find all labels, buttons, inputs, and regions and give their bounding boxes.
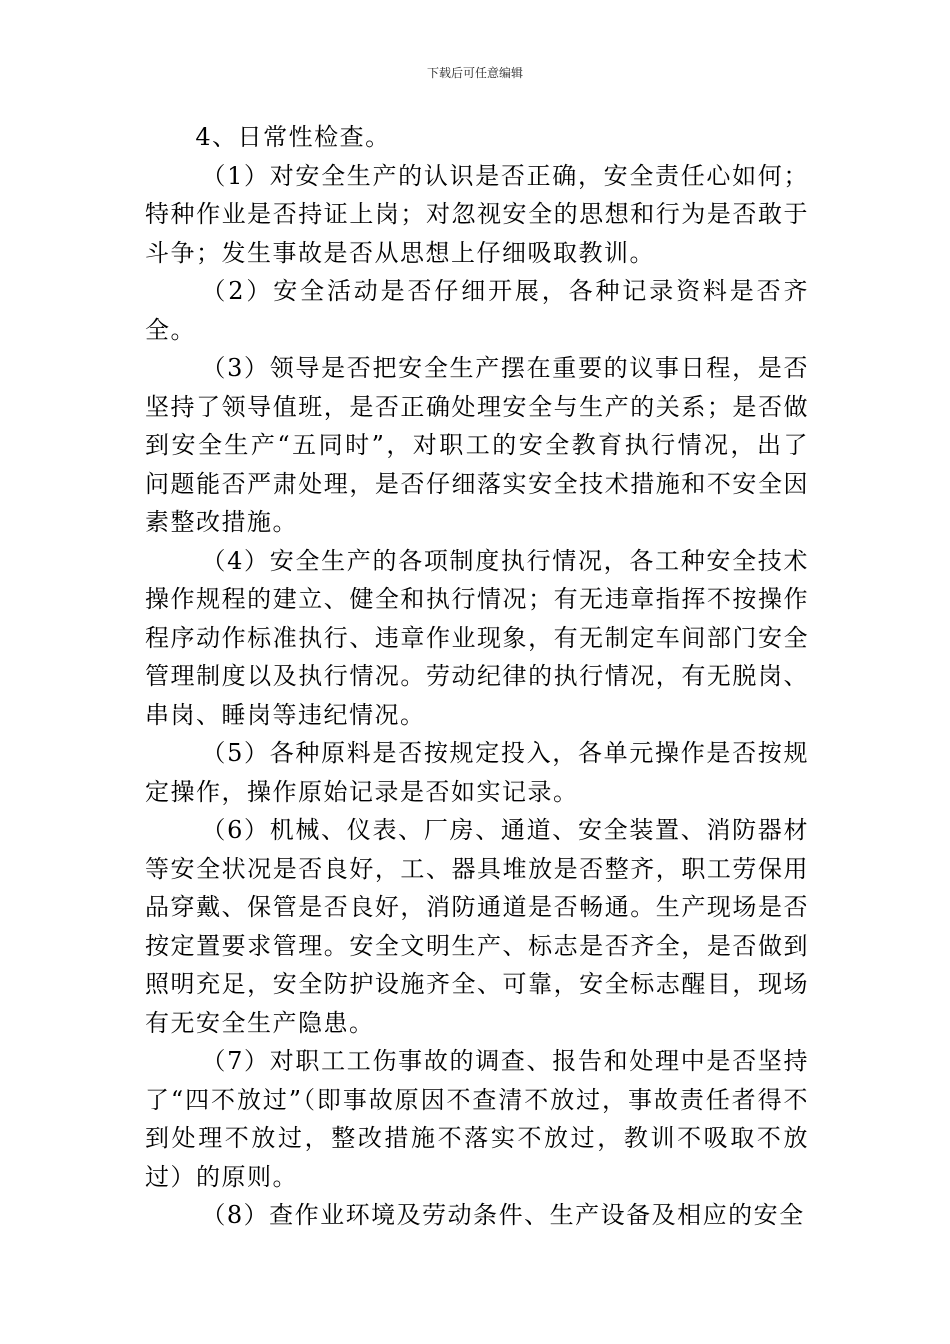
- paragraph-7: （7）对职工工伤事故的调查、报告和处理中是否坚持了“四不放过”（即事故原因不查清不放过，事故责任者得不到处理不放过，整改措施不落实不放过，教训不吸取不放过）的原则。: [145, 1047, 809, 1191]
- paragraph-5: （5）各种原料是否按规定投入，各单元操作是否按规定操作，操作原始记录是否如实记录。: [145, 739, 809, 806]
- paragraph-8: （8）查作业环境及劳动条件、生产设备及相应的安全: [201, 1201, 805, 1229]
- paragraph-1: （1）对安全生产的认识是否正确，安全责任心如何；特种作业是否持证上岗；对忽视安全的思想和行为是否敢于斗争；发生事故是否从思想上仔细吸取教训。: [145, 161, 809, 267]
- paragraph-3: （3）领导是否把安全生产摆在重要的议事日程，是否坚持了领导值班，是否正确处理安全与生产的关系；是否做到安全生产“五同时”，对职工的安全教育执行情况，出了问题能否严肃处理，是否仔细落实安全技术措施和不安全因素整改措施。: [145, 354, 809, 536]
- section-title: 4、日常性检查。: [195, 123, 391, 151]
- paragraph-4: （4）安全生产的各项制度执行情况，各工种安全技术操作规程的建立、健全和执行情况；有无违章指挥不按操作程序动作标准执行、违章作业现象，有无制定车间部门安全管理制度以及执行情况。劳动纪律的执行情况，有无脱岗、串岗、睡岗等违纪情况。: [145, 546, 809, 729]
- document-body: [145, 118, 809, 1235]
- paragraph-6: （6）机械、仪表、厂房、通道、安全装置、消防器材等安全状况是否良好，工、器具堆放是否整齐，职工劳保用品穿戴、保管是否良好，消防通道是否畅通。生产现场是否按定置要求管理。安全文明生产、标志是否齐全，是否做到照明充足，安全防护设施齐全、可靠，安全标志醒目，现场有无安全生产隐患。: [145, 816, 809, 1037]
- page-header-note: 下载后可任意编辑: [426, 66, 523, 80]
- paragraph-2: （2）安全活动是否仔细开展，各种记录资料是否齐全。: [145, 277, 809, 344]
